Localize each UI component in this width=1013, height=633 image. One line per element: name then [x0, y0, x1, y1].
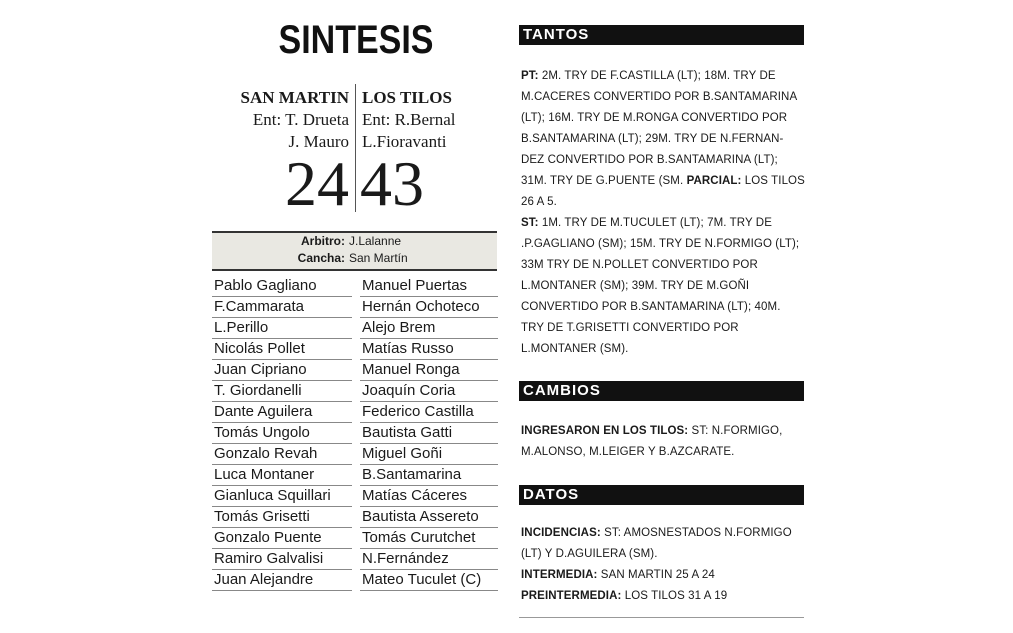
- player-row: [212, 444, 502, 465]
- away-player: Federico Castilla: [360, 402, 498, 423]
- intermedia-value: SAN MARTIN 25 A 24: [597, 569, 715, 581]
- away-team-name: LOS TILOS: [362, 88, 452, 107]
- home-player: T. Giordanelli: [212, 381, 352, 402]
- pt-text-b: LOS TILOS 26 A 5.: [521, 175, 805, 208]
- referee-label: Arbitro:: [301, 234, 345, 248]
- away-coach-2: L.Fioravanti: [362, 132, 447, 151]
- home-player: Luca Montaner: [212, 465, 352, 486]
- away-coach-1: Ent: R.Bernal: [362, 110, 456, 129]
- player-row: [212, 276, 502, 297]
- home-player: Juan Alejandre: [212, 570, 352, 591]
- away-player: N.Fernández: [360, 549, 498, 570]
- home-player: L.Perillo: [212, 318, 352, 339]
- player-row: [212, 339, 502, 360]
- player-row: [212, 465, 502, 486]
- page-title: SINTESIS: [278, 18, 434, 62]
- pt-text-a: 2M. TRY DE F.CASTILLA (LT); 18M. TRY DE M.CACERES CONVERTIDO POR B.SANTAMARINA (LT); 16M. TRY DE M.RONGA CONVERTIDO POR B.SANTAMARINA (LT); 29M. TRY DE N.FERNAN-DEZ CONVERTIDO POR B.SANTAMARINA (LT); 31M. TRY DE G.PUENTE (SM.: [521, 70, 797, 187]
- player-row: [212, 423, 502, 444]
- away-player: Joaquín Coria: [360, 381, 498, 402]
- cambios-label: INGRESARON EN LOS TILOS:: [521, 425, 689, 437]
- home-team-info: [241, 87, 350, 153]
- away-score: 43: [360, 148, 424, 219]
- cambios-value: ST: N.FORMIGO, M.ALONSO, M.LEIGER Y B.AZCARATE.: [521, 425, 783, 458]
- player-row: [212, 318, 502, 339]
- away-player: Matías Russo: [360, 339, 498, 360]
- preintermedia-label: PREINTERMEDIA:: [521, 590, 622, 602]
- venue-value: San Martín: [349, 251, 408, 265]
- home-player: Dante Aguilera: [212, 402, 352, 423]
- player-row: [212, 402, 502, 423]
- away-player: Manuel Ronga: [360, 360, 498, 381]
- player-row: [212, 381, 502, 402]
- player-row: [212, 486, 502, 507]
- player-row: [212, 297, 502, 318]
- home-team-name: SAN MARTIN: [240, 88, 349, 107]
- cambios-header: CAMBIOS: [519, 381, 804, 401]
- preintermedia-value: LOS TILOS 31 A 19: [621, 590, 728, 602]
- player-row: [212, 570, 502, 591]
- player-row: [212, 528, 502, 549]
- venue-label: Cancha:: [297, 251, 345, 265]
- away-player: Matías Cáceres: [360, 486, 498, 507]
- score-divider: [355, 84, 356, 212]
- incidencias-value: ST: AMOSNESTADOS N.FORMIGO (LT) Y D.AGUILERA (SM).: [521, 527, 792, 560]
- away-team-info: [362, 87, 455, 153]
- incidencias-label: INCIDENCIAS:: [521, 527, 601, 539]
- player-row: [212, 549, 502, 570]
- away-player: Hernán Ochoteco: [360, 297, 498, 318]
- home-player: Ramiro Galvalisi: [212, 549, 352, 570]
- home-player: Tomás Ungolo: [212, 423, 352, 444]
- home-coach-1: Ent: T. Drueta: [252, 110, 349, 129]
- away-player: Tomás Curutchet: [360, 528, 498, 549]
- home-player: Tomás Grisetti: [212, 507, 352, 528]
- st-label: ST:: [521, 217, 539, 229]
- datos-header: DATOS: [519, 485, 804, 505]
- away-player: Manuel Puertas: [360, 276, 498, 297]
- tantos-text: [521, 66, 806, 360]
- home-player: Juan Cipriano: [212, 360, 352, 381]
- away-player: Alejo Brem: [360, 318, 498, 339]
- cambios-text: [521, 421, 806, 463]
- st-text: 1M. TRY DE M.TUCULET (LT); 7M. TRY DE .P.GAGLIANO (SM); 15M. TRY DE N.FORMIGO (LT); 33M TRY DE N.POLLET CONVERTIDO POR L.MONTANER (SM); 39M. TRY DE M.GOÑI CONVERTIDO POR B.SANTAMARINA (LT); 40M. TRY DE T.GRISETTI CONVERTIDO POR L.MONTANER (SM).: [521, 217, 800, 355]
- home-player: Gonzalo Revah: [212, 444, 352, 465]
- away-player: Bautista Assereto: [360, 507, 498, 528]
- pt-label: PT:: [521, 70, 539, 82]
- player-row: [212, 507, 502, 528]
- home-player: Pablo Gagliano: [212, 276, 352, 297]
- bottom-rule: [519, 617, 804, 618]
- officials-box: [212, 231, 497, 271]
- referee-value: J.Lalanne: [349, 234, 402, 248]
- lineups-table: [212, 276, 502, 591]
- away-player: Bautista Gatti: [360, 423, 498, 444]
- player-row: [212, 360, 502, 381]
- intermedia-label: INTERMEDIA:: [521, 569, 598, 581]
- home-score: 24: [285, 148, 349, 219]
- home-coach-2: J. Mauro: [288, 132, 349, 151]
- datos-text: [521, 523, 806, 607]
- home-player: Gianluca Squillari: [212, 486, 352, 507]
- away-player: Mateo Tuculet (C): [360, 570, 498, 591]
- parcial-label: PARCIAL:: [686, 175, 742, 187]
- home-player: Nicolás Pollet: [212, 339, 352, 360]
- away-player: B.Santamarina: [360, 465, 498, 486]
- away-player: Miguel Goñi: [360, 444, 498, 465]
- home-player: Gonzalo Puente: [212, 528, 352, 549]
- home-player: F.Cammarata: [212, 297, 352, 318]
- tantos-header: TANTOS: [519, 25, 804, 45]
